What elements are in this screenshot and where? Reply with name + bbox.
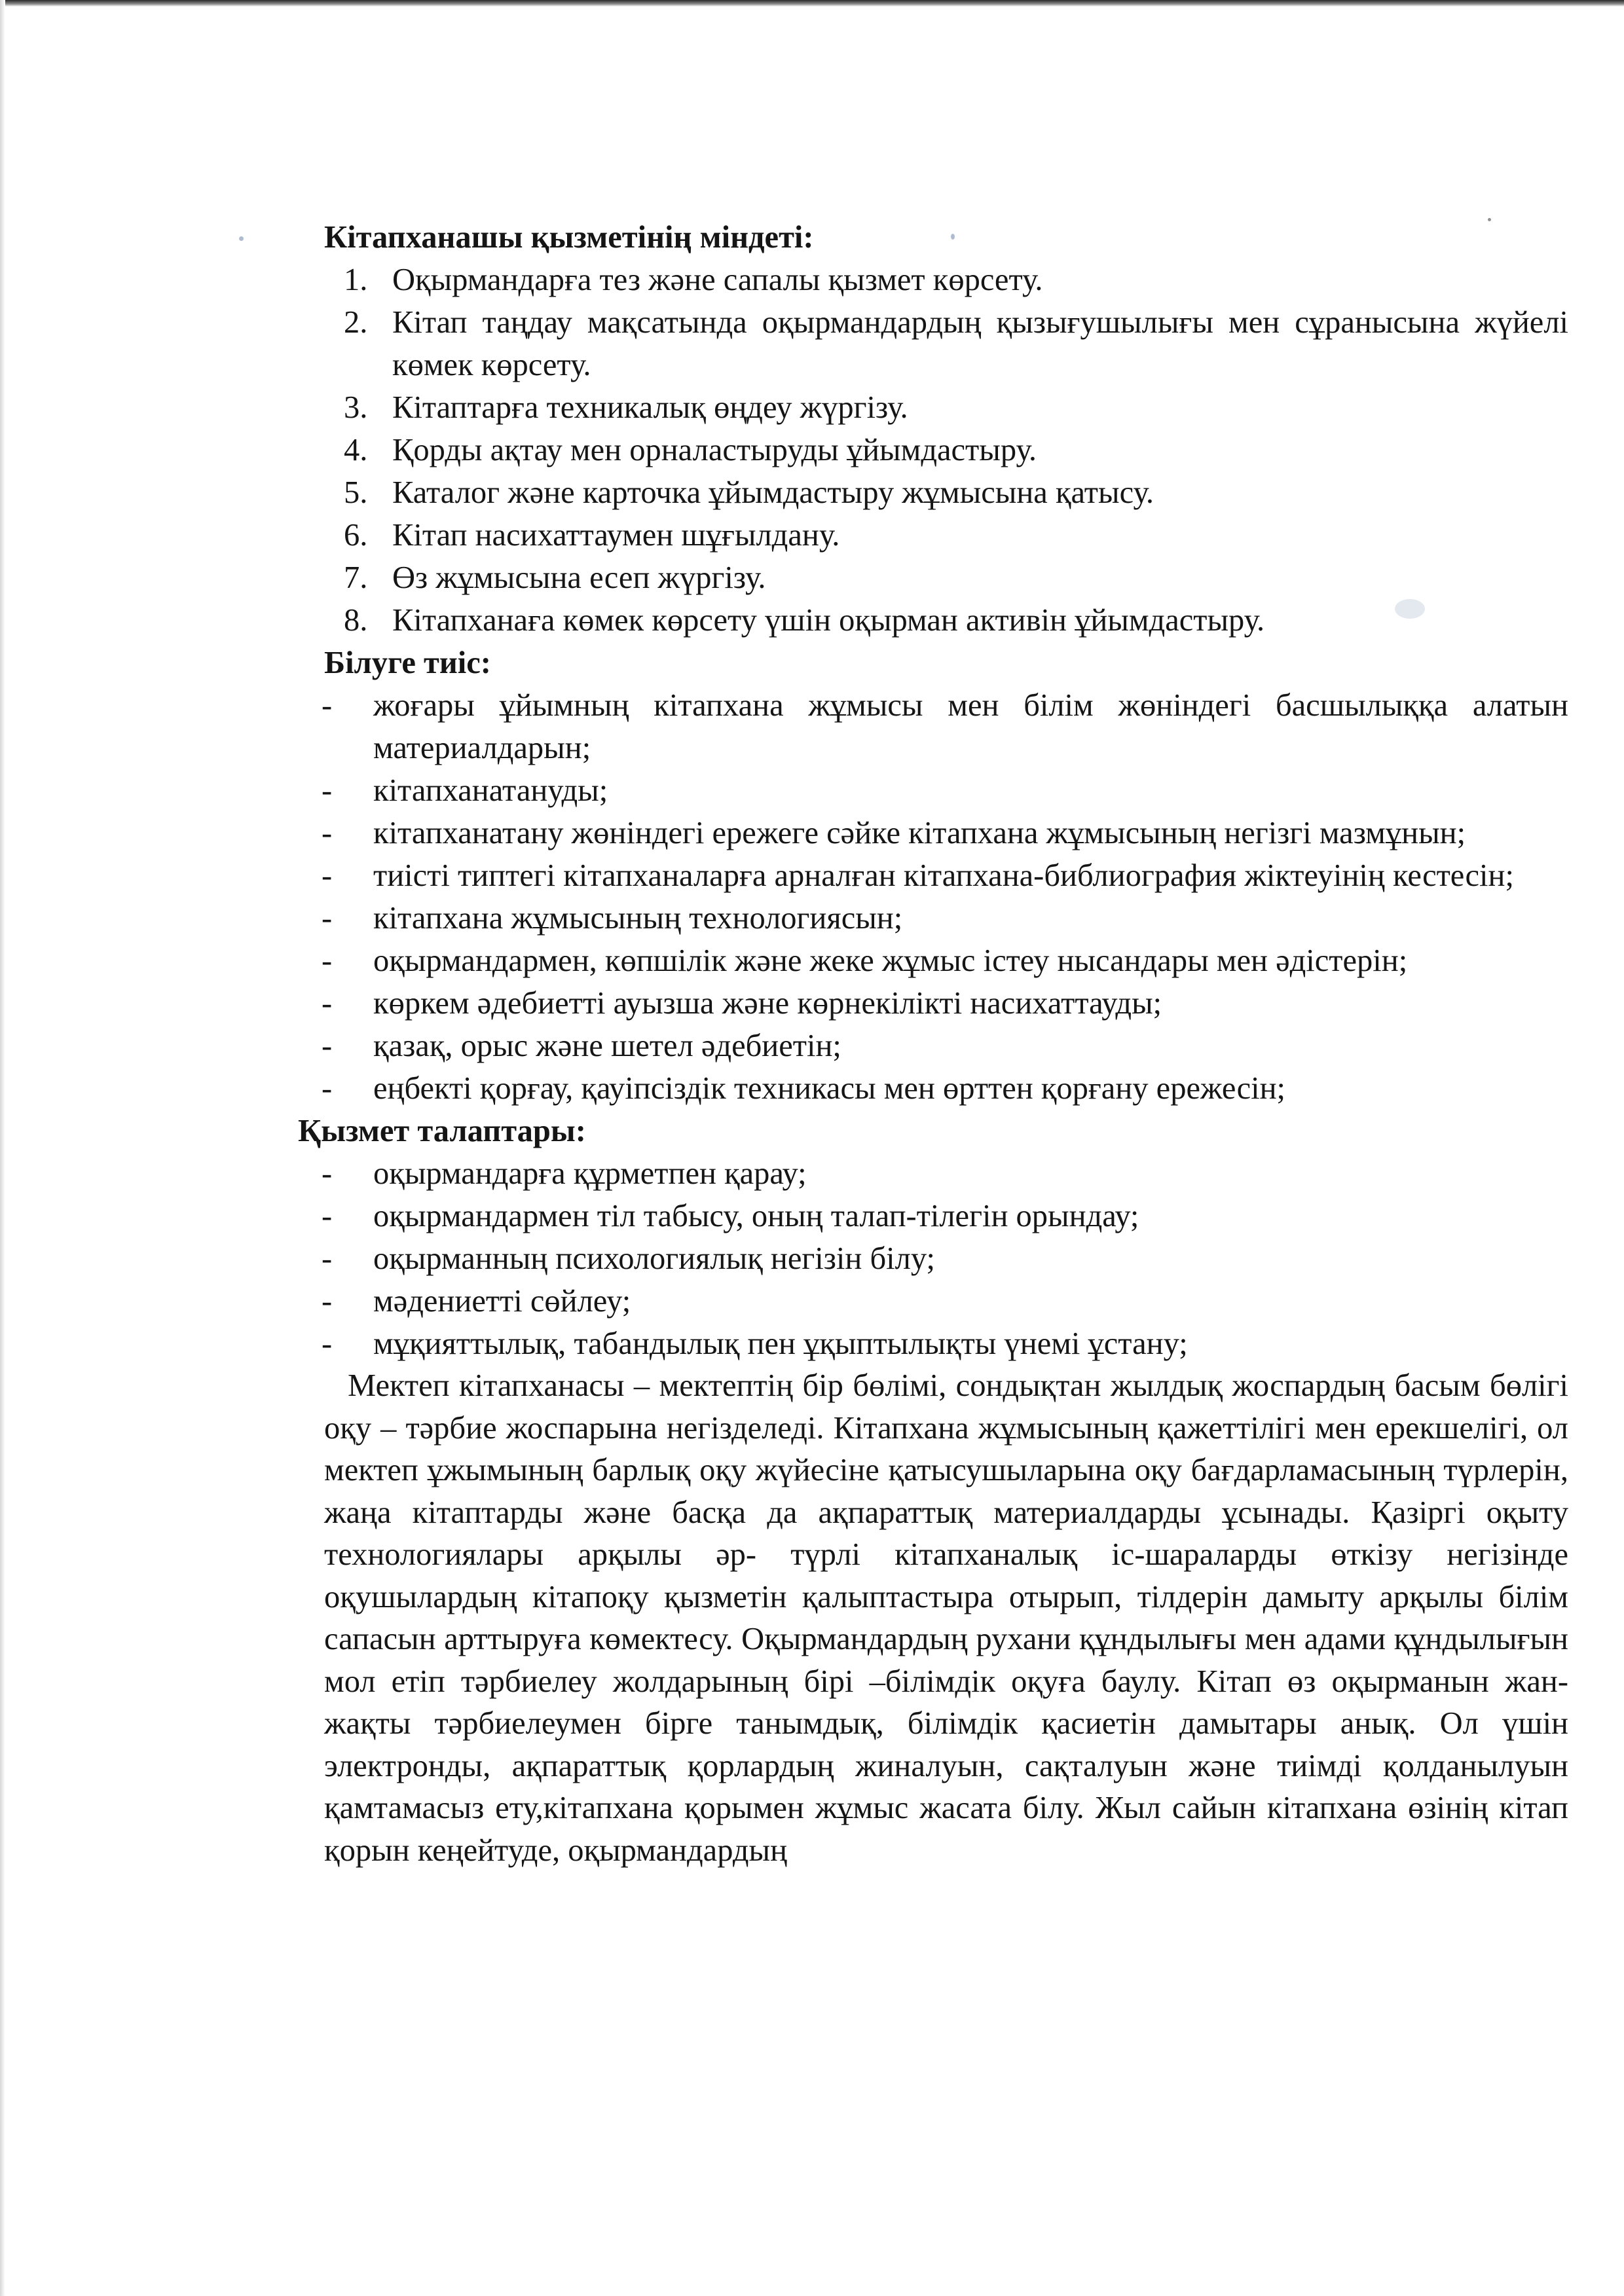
- list-item-text: Кітаптарға техникалық өңдеу жүргізу.: [392, 390, 908, 425]
- list-item-text: кітапханатану жөніндегі ережеге сәйке кітапхана жұмысының негізгі мазмұнын;: [373, 816, 1466, 850]
- list-item: [298, 812, 1568, 854]
- list-item-text: оқырмандармен тіл табысу, оның талап-тілегін орындау;: [373, 1199, 1139, 1233]
- list-item-text: көркем әдебиетті ауызша және көрнекілікті насихаттауды;: [373, 986, 1162, 1021]
- list-dash: -: [322, 1284, 333, 1319]
- knowledge-list: [298, 684, 1568, 1110]
- list-item-number: 5.: [344, 475, 368, 510]
- list-item-number: 7.: [344, 560, 368, 595]
- list-item-text: кітапханатануды;: [373, 773, 608, 808]
- list-item: [298, 386, 1568, 429]
- list-item: [298, 599, 1568, 642]
- duties-section: [298, 216, 1568, 642]
- list-item-number: 3.: [344, 390, 368, 425]
- list-item-number: 8.: [344, 603, 368, 638]
- list-item: [298, 897, 1568, 939]
- duties-list: [298, 259, 1568, 642]
- requirements-list: [298, 1152, 1568, 1365]
- list-dash: -: [322, 1326, 333, 1361]
- list-item-number: 2.: [344, 305, 368, 340]
- list-item-text: Кітап таңдау мақсатында оқырмандардың қызығушылығы мен сұранысына жүйелі көмек көрсету.: [392, 305, 1568, 382]
- list-item-text: оқырманның психологиялық негізін білу;: [373, 1241, 935, 1276]
- list-item: [298, 556, 1568, 599]
- list-item-text: оқырмандарға құрметпен қарау;: [373, 1156, 807, 1191]
- list-item: [298, 1322, 1568, 1365]
- list-item-number: 1.: [344, 263, 368, 297]
- list-item: [298, 514, 1568, 556]
- list-item-text: қазақ, орыс және шетел әдебиетін;: [373, 1029, 841, 1063]
- scan-speck: [239, 236, 244, 241]
- list-item: [298, 939, 1568, 982]
- list-item-text: Қорды ақтау мен орналастыруды ұйымдастыру.: [392, 433, 1037, 467]
- list-dash: -: [322, 1156, 333, 1191]
- list-item: [298, 1067, 1568, 1110]
- scan-edge-left: [0, 0, 5, 2296]
- knowledge-section: [298, 642, 1568, 1110]
- list-dash: -: [322, 943, 333, 978]
- list-dash: -: [322, 1071, 333, 1106]
- body-paragraph: Мектеп кітапханасы – мектептің бір бөлімі, сондықтан жылдық жоспардың басым бөлігі оқу – тәрбие жоспарына негізделеді. Кітапхана жұмысының қажеттілігі мен ерекшелігі, ол мектеп ұжымының барлық оқу жүйесіне қатысушыларына оқу бағдарламасының түрлерін, жаңа кітаптарды және басқа да ақпараттық материалдарды ұсынады. Қазіргі оқыту технологиялары арқылы әр- түрлі кітапханалық іс-шараларды өткізу негізінде оқушылардың кітапоқу қызметін қалыптастыра отырып, тілдерін дамыту арқылы білім сапасын арттыруға көмектесу. Оқырмандардың рухани құндылығы мен адами құндылығын мол етіп тәрбиелеу жолдарының бірі –білімдік оқуға баулу. Кітап өз оқырманын жан- жақты тәрбиелеумен бірге танымдық, білімдік қасиетін дамытары анық. Ол үшін электронды, ақпараттық қорлардың жиналуын, сақталуын және тиімді қолданылуын қамтамасыз ету,кітапхана қорымен жұмыс жасата білу. Жыл сайын кітапхана өзінің кітап қорын кеңейтуде, оқырмандардың: [324, 1368, 1568, 1868]
- list-dash: -: [322, 1029, 333, 1063]
- requirements-heading: Қызмет талаптары:: [298, 1114, 586, 1148]
- list-item-text: Өз жұмысына есеп жүргізу.: [392, 560, 766, 595]
- list-item-text: кітапхана жұмысының технологиясын;: [373, 901, 903, 936]
- duties-heading: Кітапханашы қызметінің міндеті:: [324, 220, 814, 255]
- document-page: [298, 216, 1568, 1872]
- list-item: [298, 982, 1568, 1025]
- list-item: [298, 769, 1568, 812]
- list-dash: -: [322, 773, 333, 808]
- list-item-number: 6.: [344, 518, 368, 553]
- list-item: [298, 1152, 1568, 1195]
- list-item: [298, 1025, 1568, 1067]
- list-item: [298, 471, 1568, 514]
- list-item-text: Кітапханаға көмек көрсету үшін оқырман активін ұйымдастыру.: [392, 603, 1265, 638]
- list-item-text: Каталог және карточка ұйымдастыру жұмысына қатысу.: [392, 475, 1154, 510]
- list-dash: -: [322, 1199, 333, 1233]
- scan-edge-top: [0, 0, 1624, 7]
- knowledge-heading: Білуге тиіс:: [324, 646, 491, 680]
- list-item: [298, 429, 1568, 471]
- list-item: [298, 684, 1568, 769]
- list-dash: -: [322, 816, 333, 850]
- list-item: [298, 259, 1568, 301]
- list-item: [298, 1195, 1568, 1237]
- list-item-text: жоғары ұйымның кітапхана жұмысы мен білім жөніндегі басшылыққа алатын материалдарын;: [373, 688, 1568, 765]
- list-item-text: мәдениетті сөйлеу;: [373, 1284, 631, 1319]
- list-item-text: мұқияттылық, табандылық пен ұқыптылықты үнемі ұстану;: [373, 1326, 1188, 1361]
- list-dash: -: [322, 901, 333, 936]
- list-item-text: еңбекті қорғау, қауіпсіздік техникасы мен өрттен қорғану ережесін;: [373, 1071, 1286, 1106]
- list-item: [298, 301, 1568, 386]
- list-dash: -: [322, 1241, 333, 1276]
- list-item: [298, 1237, 1568, 1280]
- list-item-text: Кітап насихаттаумен шұғылдану.: [392, 518, 840, 553]
- list-item: [298, 1280, 1568, 1322]
- list-dash: -: [322, 986, 333, 1021]
- list-item-text: Оқырмандарға тез және сапалы қызмет көрсету.: [392, 263, 1043, 297]
- list-dash: -: [322, 858, 333, 893]
- list-item: [298, 854, 1568, 897]
- list-item-text: оқырмандармен, көпшілік және жеке жұмыс істеу нысандары мен әдістерін;: [373, 943, 1408, 978]
- requirements-section: [298, 1110, 1568, 1365]
- list-item-text: тиісті типтегі кітапханаларға арналған кітапхана-библиография жіктеуінің кестесін;: [373, 858, 1514, 893]
- list-item-number: 4.: [344, 433, 368, 467]
- list-dash: -: [322, 688, 333, 723]
